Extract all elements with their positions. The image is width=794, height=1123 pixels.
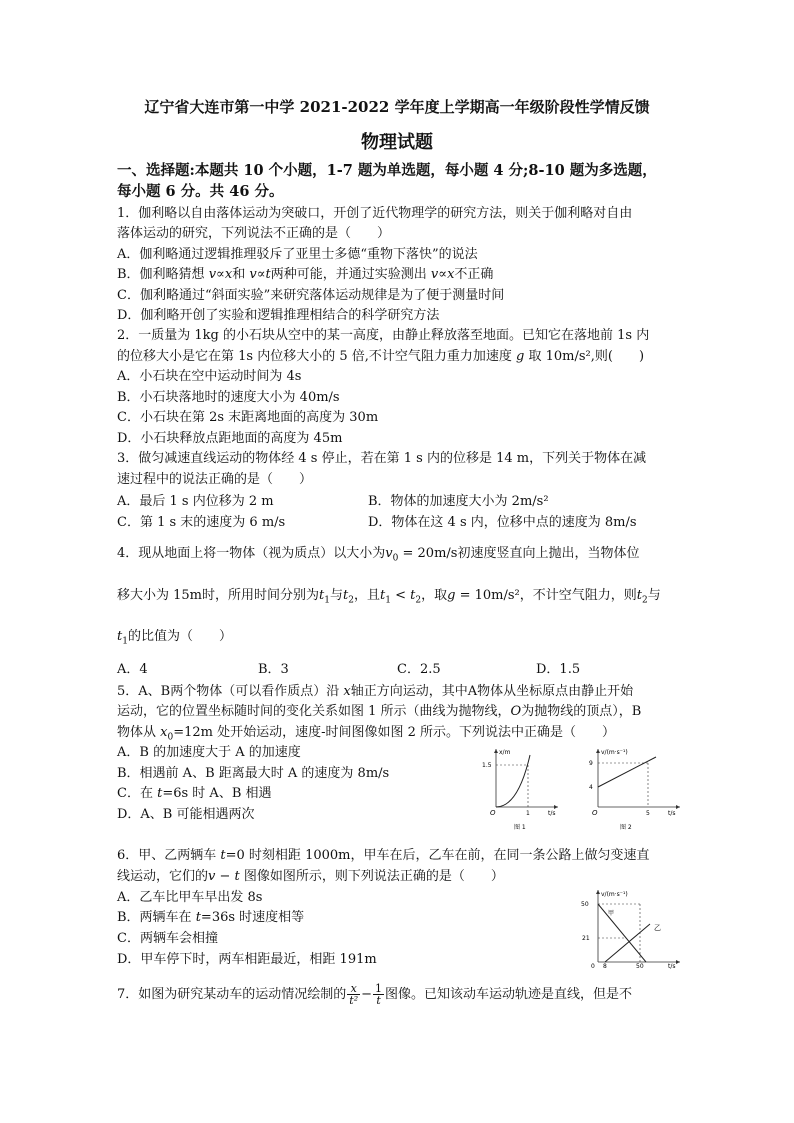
q3-stem-line1: 3．做匀减速直线运动的物体经 4 s 停止，若在第 1 s 内的位移是 14 m，下列关于物体在减 xyxy=(117,451,647,466)
q5-stem-line1: 5．A、B两个物体（可以看作质点）沿 x轴正方向运动，其中A物体从坐标原点由静止开始 xyxy=(117,684,634,699)
q4-stem-line3: $t_1$的比值为（ ） xyxy=(117,629,232,647)
q5-stem-line2: 运动，它的位置坐标随时间的变化关系如图 1 所示（曲线为抛物线，O为抛物线的顶点），B xyxy=(117,704,642,719)
fig1-x-label: t/s xyxy=(548,810,556,817)
q5-figure-2 xyxy=(582,745,687,835)
q5-stem-line3: 物体从 $x_0=12m$ 处开始运动，速度-时间图像如图 2 所示。下列说法中正确是（ ） xyxy=(117,725,616,743)
exam-subtitle: 物理试题 xyxy=(361,132,433,153)
q6-fig-y-tick-50: 50 xyxy=(581,901,589,908)
q4-option-b: B．3 xyxy=(258,662,289,677)
q6-fig-x-label: t/s xyxy=(668,963,676,969)
q6-option-d: D．甲车停下时，两车相距最近，相距 191m xyxy=(117,952,377,967)
fig2-y-tick-low: 4 xyxy=(589,784,593,791)
q6-fig-y-label: v/(m·s⁻¹) xyxy=(601,891,628,898)
q6-fig-origin: 0 xyxy=(591,963,595,969)
q2-stem-line2: 的位移大小是它在第 1s 内位移大小的 5 倍,不计空气阻力重力加速度 g 取 10m/s²,则( ) xyxy=(117,349,645,364)
q6-vt-figure xyxy=(578,884,688,969)
fig2-origin: O xyxy=(592,809,598,817)
fig2-y-tick-top: 9 xyxy=(589,760,593,767)
q5-option-a: A．B 的加速度大于 A 的加速度 xyxy=(117,745,301,760)
q4-option-c: C．2.5 xyxy=(397,662,441,677)
q7-fraction-1-over-t: $\frac{1}{t}$ xyxy=(375,982,383,1007)
q4-option-d: D．1.5 xyxy=(536,662,581,677)
q1-option-c: C．伽利略通过“斜面实验”来研究落体运动规律是为了便于测量时间 xyxy=(117,288,505,303)
q5-option-c: C．在 t=6s 时 A、B 相遇 xyxy=(117,786,272,801)
q3-option-b: B．物体的加速度大小为 2m/s² xyxy=(368,494,549,509)
q1-stem-line1: 1．伽利略以自由落体运动为突破口，开创了近代物理学的研究方法，则关于伽利略对自由 xyxy=(117,206,633,221)
q3-option-d: D．物体在这 4 s 内，位移中点的速度为 8m/s xyxy=(368,515,637,530)
q2-stem-line1: 2．一质量为 1kg 的小石块从空中的某一高度，由静止释放落至地面。已知它在落地前 1s 内 xyxy=(117,328,650,343)
q1-option-a: A．伽利略通过逻辑推理驳斥了亚里士多德“重物下落快”的说法 xyxy=(117,247,478,262)
fig2-x-tick: 5 xyxy=(646,810,650,817)
q4-stem-line1: 4．现从地面上将一物体（视为质点）以大小为$v_0 = 20m/s$初速度竖直向上抛出，当物体位 xyxy=(117,546,640,564)
q5-option-b: B．相遇前 A、B 距离最大时 A 的速度为 8m/s xyxy=(117,766,390,781)
fig1-y-label: x/m xyxy=(499,749,511,756)
q6-option-c: C．两辆车会相撞 xyxy=(117,931,218,946)
q6-option-a: A．乙车比甲车早出发 8s xyxy=(117,890,263,905)
q6-stem-line1: 6．甲、乙两辆车 t=0 时刻相距 1000m，甲车在后，乙车在前，在同一条公路上做匀变速直 xyxy=(117,848,650,863)
q6-fig-y-tick-21: 21 xyxy=(582,935,590,942)
q3-stem-line2: 速过程中的说法正确的是（ ） xyxy=(117,472,313,487)
fig2-caption: 图 2 xyxy=(620,824,632,831)
q5-figure-1 xyxy=(478,745,568,835)
q1-option-b: B．伽利略猜想 v∝x和 v∝t两种可能，并通过实验测出 v∝x不正确 xyxy=(117,267,494,282)
q2-option-d: D．小石块释放点距地面的高度为 45m xyxy=(117,431,343,446)
q2-option-c: C．小石块在第 2s 末距离地面的高度为 30m xyxy=(117,410,379,425)
fig2-y-label: v/(m·s⁻¹) xyxy=(601,749,628,756)
q6-fig-series-jia: 甲 xyxy=(608,910,615,917)
q3-option-a: A．最后 1 s 内位移为 2 m xyxy=(117,494,274,509)
q4-stem-line2: 移大小为 15m时，所用时间分别为$t_1$与$t_2$，且$t_1 < t_2$，取g = 10m/s²，不计空气阻力，则$t_2$与 xyxy=(117,588,661,606)
fig1-origin: O xyxy=(490,809,496,817)
exam-title: 辽宁省大连市第一中学 2021-2022 学年度上学期高一年级阶段性学情反馈 xyxy=(144,98,650,116)
q6-fig-x-tick-8: 8 xyxy=(603,963,607,969)
q7-fraction-x-over-t2: $\frac{x}{\text{t²}}$ xyxy=(349,982,359,1007)
fig1-y-tick: 1.5 xyxy=(482,762,492,769)
q1-stem-line2: 落体运动的研究，下列说法不正确的是（ ） xyxy=(117,226,391,241)
q6-stem-line2: 线运动，它们的v − t 图像如图所示，则下列说法正确的是（ ） xyxy=(117,869,504,884)
q6-option-b: B．两辆车在 t=36s 时速度相等 xyxy=(117,910,305,925)
fig2-x-label: t/s xyxy=(668,810,676,817)
q4-option-a: A．4 xyxy=(117,662,148,677)
q5-option-d: D．A、B 可能相遇两次 xyxy=(117,807,255,822)
q7-stem-line1: 7．如图为研究某动车的运动情况绘制的 $\frac{x}{\text{t²}}$ − $\frac{1}{t}$ 图像。已知该动车运动轨迹是直线，但是不 xyxy=(117,982,633,1007)
section-heading-line1: 一、选择题:本题共 10 个小题，1-7 题为单选题，每小题 4 分;8-10 题为多选题， xyxy=(117,162,657,179)
q1-option-d: D．伽利略开创了实验和逻辑推理相结合的科学研究方法 xyxy=(117,308,440,323)
q2-option-a: A．小石块在空中运动时间为 4s xyxy=(117,369,302,384)
q2-option-b: B．小石块落地时的速度大小为 40m/s xyxy=(117,390,340,405)
q3-option-c: C．第 1 s 末的速度为 6 m/s xyxy=(117,515,286,530)
section-heading-line2: 每小题 6 分。共 46 分。 xyxy=(117,183,284,200)
fig1-caption: 图 1 xyxy=(514,824,526,831)
q6-fig-series-yi: 乙 xyxy=(654,924,661,932)
q6-fig-x-tick-50: 50 xyxy=(636,963,644,969)
fig1-x-tick: 1 xyxy=(526,810,530,817)
